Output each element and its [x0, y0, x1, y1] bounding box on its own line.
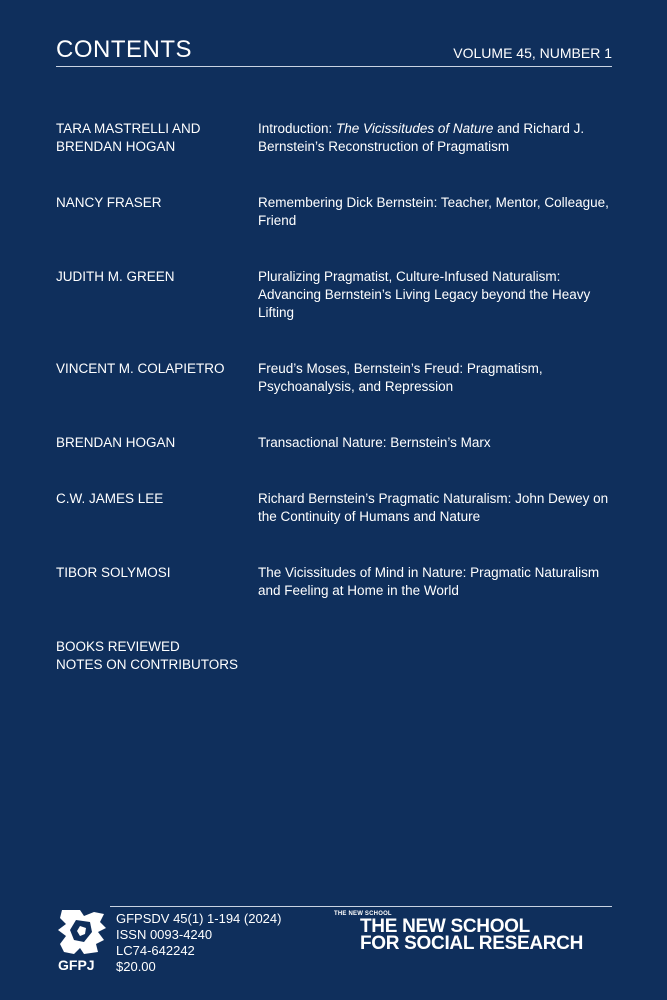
school-name-line: THE NEW SCHOOL	[360, 916, 530, 937]
author-line: BRENDAN HOGAN	[56, 435, 176, 450]
logo-text: GFPJ	[58, 957, 95, 973]
toc-article-title: Remembering Dick Bernstein: Teacher, Mentor, Colleague, Friend	[258, 195, 609, 228]
author-line: BRENDAN HOGAN	[56, 139, 176, 154]
journal-code: GFPSDV 45(1) 1-194 (2024)	[116, 911, 282, 926]
toc-author	[56, 564, 246, 582]
title-rest: and Richard J. Bernstein’s Reconstruction of Pragmatism	[258, 121, 585, 154]
toc-article-title: Pluralizing Pragmatist, Culture-Infused Naturalism: Advancing Bernstein’s Living Legacy beyond the Heavy Lifting	[258, 269, 591, 320]
author-line: JUDITH M. GREEN	[56, 269, 175, 284]
school-name-line: FOR SOCIAL RESEARCH	[360, 933, 584, 954]
toc-article-title	[258, 120, 610, 156]
author-line: NANCY FRASER	[56, 195, 162, 210]
author-line: TIBOR SOLYMOSI	[56, 565, 171, 580]
footer-divider	[56, 906, 612, 907]
page-title: CONTENTS	[56, 36, 192, 63]
author-line: C.W. JAMES LEE	[56, 491, 164, 506]
toc-article-title: Freud’s Moses, Bernstein’s Freud: Pragmatism, Psychoanalysis, and Repression	[258, 361, 543, 394]
school-name	[360, 918, 612, 952]
price: $20.00	[116, 959, 156, 974]
publication-info	[116, 911, 281, 975]
toc-article-title: Transactional Nature: Bernstein’s Marx	[258, 435, 491, 450]
title-italic: The Vicissitudes of Nature	[336, 121, 494, 136]
toc-article-title: Richard Bernstein’s Pragmatic Naturalism: John Dewey on the Continuity of Humans and Nature	[258, 491, 609, 524]
publisher-logo	[334, 911, 612, 952]
toc-author	[56, 268, 246, 286]
books-reviewed: BOOKS REVIEWED	[56, 639, 180, 654]
toc-author	[56, 434, 246, 452]
author-line: TARA MASTRELLI AND	[56, 121, 201, 136]
issn: ISSN 0093-4240	[116, 927, 213, 942]
toc-author	[56, 490, 246, 508]
volume-number: VOLUME 45, NUMBER 1	[453, 45, 612, 61]
toc-author	[56, 194, 246, 212]
toc-author	[56, 360, 246, 378]
school-small-label: THE NEW SCHOOL	[334, 911, 392, 917]
author-line: VINCENT M. COLAPIETRO	[56, 361, 225, 376]
toc-article-title: The Vicissitudes of Mind in Nature: Pragmatic Naturalism and Feeling at Home in the World	[258, 565, 600, 598]
notes-on-contributors: NOTES ON CONTRIBUTORS	[56, 657, 239, 672]
contents-header	[56, 36, 612, 67]
back-matter-list	[56, 638, 238, 674]
toc-author	[56, 120, 246, 156]
gfpj-logo	[54, 906, 110, 974]
title-prefix: Introduction:	[258, 121, 337, 136]
profile-head-icon	[54, 906, 110, 974]
lc-number: LC74-642242	[116, 943, 195, 958]
